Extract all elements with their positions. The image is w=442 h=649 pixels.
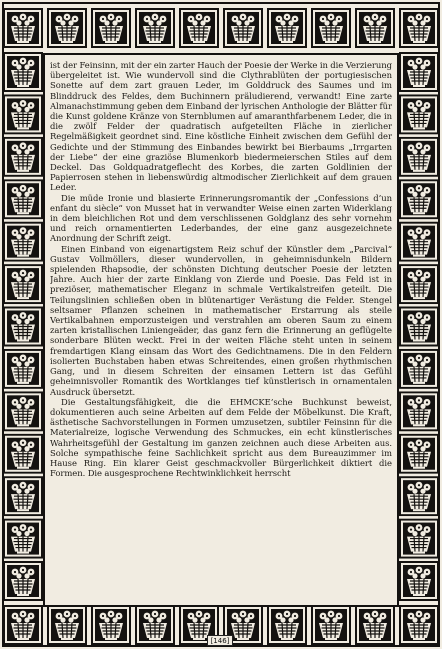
- flower-basket-icon: [399, 605, 439, 645]
- flower-basket-icon: [399, 137, 439, 177]
- flower-basket-icon: [399, 52, 439, 92]
- flower-basket-icon: [399, 561, 439, 601]
- body-text: [50, 60, 392, 600]
- flower-basket-icon: [355, 8, 395, 48]
- flower-basket-icon: [311, 8, 351, 48]
- flower-basket-icon: [3, 349, 43, 389]
- flower-basket-icon: [399, 307, 439, 347]
- flower-basket-icon: [3, 8, 43, 48]
- flower-basket-icon: [179, 8, 219, 48]
- flower-basket-icon: [267, 8, 307, 48]
- flower-basket-icon: [3, 137, 43, 177]
- paragraph: Die Gestaltungsfähigkeit, die die EHMCKE’sche Buchkunst beweist, dokumentieren auch seine Arbeiten auf dem Felde der Möbelkunst. Die Kraft, ästhetische Sachvorstellungen in Formen umzusetzen, subtiler Feinsinn für die Materialreize, logische Verwendung des Schmuckes, ein echt künstlerisches Wahrheitsgefühl der Gestaltung im ganzen zeichnen auch diese Arbeiten aus. Solche sympathische feine Sachlichkeit spricht aus dem Bureauzimmer im Hause Ring. Ein klarer Geist geschmackvoller Bürgerlichkeit diktiert die Formen. Die ausgesprochene Rechtwinklichkeit herrscht: [50, 396, 392, 479]
- flower-basket-icon: [3, 605, 43, 645]
- flower-basket-icon: [399, 8, 439, 48]
- flower-basket-icon: [3, 179, 43, 219]
- flower-basket-icon: [223, 8, 263, 48]
- flower-basket-icon: [399, 179, 439, 219]
- flower-basket-icon: [3, 561, 43, 601]
- flower-basket-icon: [399, 349, 439, 389]
- flower-basket-icon: [47, 605, 87, 645]
- flower-basket-icon: [311, 605, 351, 645]
- flower-basket-icon: [399, 391, 439, 431]
- flower-basket-icon: [3, 52, 43, 92]
- flower-basket-icon: [3, 519, 43, 559]
- flower-basket-icon: [267, 605, 307, 645]
- flower-basket-icon: [3, 307, 43, 347]
- flower-basket-icon: [355, 605, 395, 645]
- flower-basket-icon: [3, 391, 43, 431]
- paragraph: Die müde Ironie und blasierte Erinnerungsromantik der „Confessions d’un enfant du siècle“ von Musset hat in verwandter Weise einen zarten Widerklang in dem bleichlichen Rot und dem verschlissenen Goldglanz des sehr vornehm und reich ornamentierten Lederbandes, der eine ganz ausgezeichnete Anordnung der Schrift zeigt.: [50, 192, 392, 244]
- flower-basket-icon: [399, 94, 439, 134]
- page-number: [146]: [207, 635, 233, 646]
- paragraph: Einen Einband von eigenartigstem Reiz schuf der Künstler dem „Parcival“ Gustav Vollmöllers, dieser wundervollen, in geheimnisdunkeln Bildern spielenden Rhapsodie, der schönsten Dichtung deutscher Poesie der letzten Jahre. Auch hier der zarte Einklang von Zierde und Poesie. Das Feld ist in preziöser, mathematischer Eleganz in schmale Vertikalstreifen geteilt. Die Teilungslinien schließen oben in blütenartiger Verästung die Felder. Stengel seltsamer Pflanzen scheinen in mathematischer Erstarrung als steile Vertikalbahnen emporzusteigen und verstrahlen am oberen Saum zu einem zarten kristallischen Liniengeäder, das ganz fern die Erinnerung an geflügelte sonderbare Blüten weckt. Frei in der weiten Fläche steht unten in seinem fremdartigen Klang einsam das Wort des Gedichtnamens. Die in den Feldern isolierten Buchstaben haben etwas Schreitendes, einen großen rhythmischen Gang, und in diesem Schreiten der einsamen Lettern ist das Gefühl geheimnisvoller Romantik des Wortklanges tief künstlerisch in ornamentalen Ausdruck übersetzt.: [50, 243, 392, 397]
- flower-basket-icon: [135, 8, 175, 48]
- flower-basket-icon: [3, 476, 43, 516]
- flower-basket-icon: [135, 605, 175, 645]
- flower-basket-icon: [91, 605, 131, 645]
- flower-basket-icon: [47, 8, 87, 48]
- flower-basket-icon: [399, 264, 439, 304]
- flower-basket-icon: [399, 434, 439, 474]
- flower-basket-icon: [399, 222, 439, 262]
- flower-basket-icon: [3, 222, 43, 262]
- flower-basket-icon: [3, 264, 43, 304]
- flower-basket-icon: [399, 519, 439, 559]
- flower-basket-icon: [3, 434, 43, 474]
- flower-basket-icon: [399, 476, 439, 516]
- paragraph: ist der Feinsinn, mit der ein zarter Hauch der Poesie der Werke in die Verzierung übergeleitet ist. Wie wundervoll sind die Clythrablüten der portugiesischen Sonette auf dem zart grauen Leder, im Golddruck des Saumes und im Blinddruck des Feldes, dem Buchinnern präludierend, verwandt! Eine zarte Almanachstimmung geben dem Einband der lyrischen Anthologie der Blätter für die Kunst goldene Kränze von Sternblumen auf amaranthfarbenem Leder, die in die zwölf Felder der quadratisch aufgeteilten Fläche in zierlicher Regelmäßigkeit geordnet sind. Eine köstliche Einheit zwischen dem Gefühl der Gedichte und der Stimmung des Einbandes bewirkt bei Bierbaums „Irrgarten der Liebe“ der eine graziöse Blumenkorb biedermeierschen Stiles auf dem Deckel. Das Goldquadratgeflecht des Korbes, die zarten Goldlinien der Papierrosen stehen in liebenswürdig altmodischer Zierlichkeit auf dem grauen Leder.: [50, 60, 392, 193]
- flower-basket-icon: [3, 94, 43, 134]
- flower-basket-icon: [91, 8, 131, 48]
